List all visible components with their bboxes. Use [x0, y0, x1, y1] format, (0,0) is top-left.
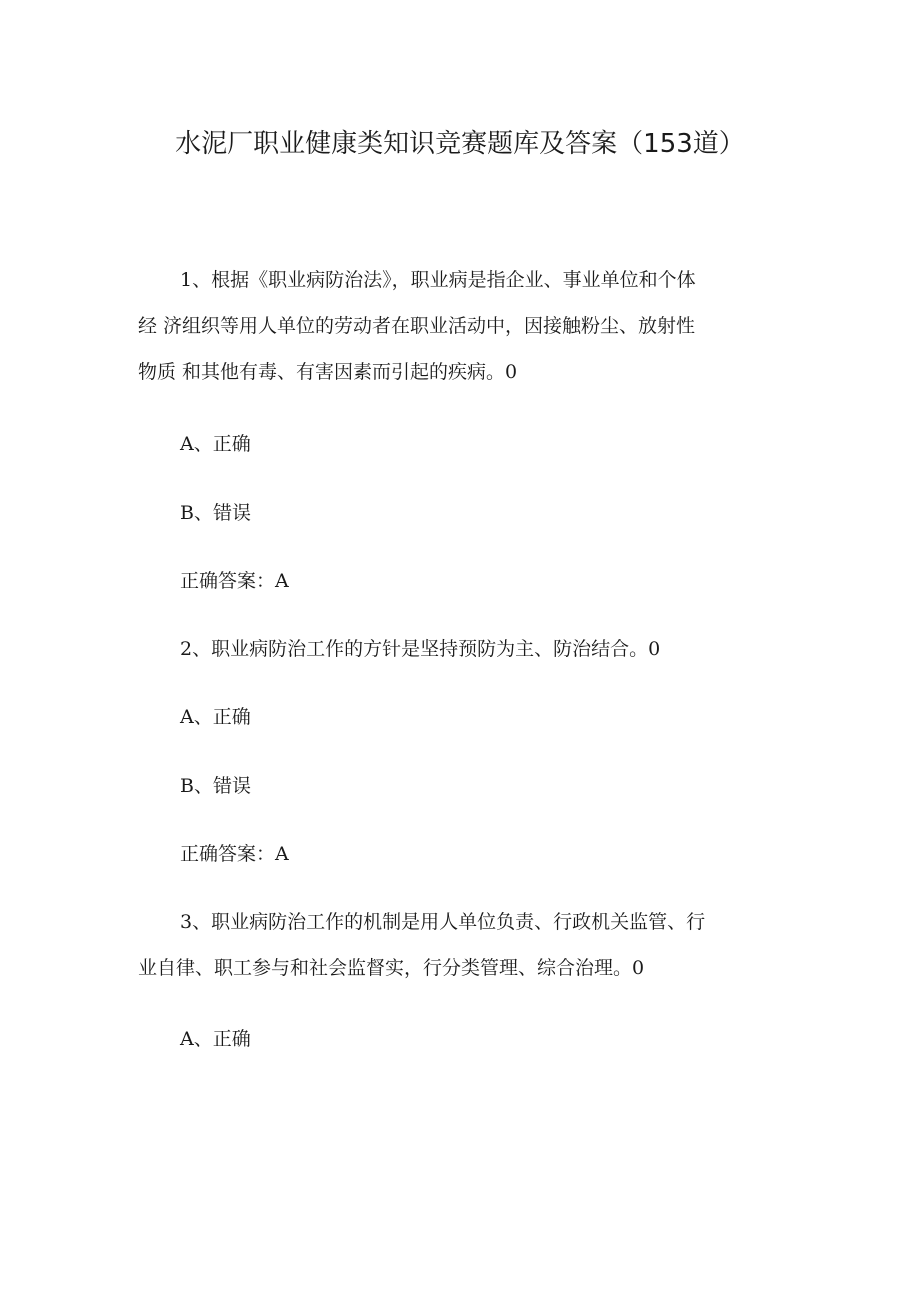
- question-1-option-a: A、正确: [180, 433, 251, 455]
- question-3-option-a: A、正确: [180, 1028, 251, 1050]
- question-3-text: [138, 899, 788, 991]
- question-2-option-b: B、错误: [180, 775, 251, 797]
- question-line: 3、职业病防治工作的机制是用人单位负责、行政机关监管、行: [180, 911, 706, 933]
- question-2-text: 2、职业病防治工作的方针是坚持预防为主、防治结合。0: [180, 638, 661, 660]
- question-line: 业自律、职工参与和社会监督实，行分类管理、综合治理。0: [138, 957, 645, 979]
- question-line: 1、根据《职业病防治法》，职业病是指企业、事业单位和个体: [180, 269, 696, 291]
- question-1-answer: 正确答案：A: [180, 570, 289, 592]
- document-title: 水泥厂职业健康类知识竞赛题库及答案（153道）: [175, 129, 745, 159]
- question-2-answer: 正确答案：A: [180, 843, 289, 865]
- question-1-option-b: B、错误: [180, 502, 251, 524]
- question-line: 物质 和其他有毒、有害因素而引起的疾病。0: [138, 361, 518, 383]
- question-1-text: [138, 257, 788, 395]
- question-line: 经 济组织等用人单位的劳动者在职业活动中，因接触粉尘、放射性: [138, 315, 696, 337]
- question-2-option-a: A、正确: [180, 706, 251, 728]
